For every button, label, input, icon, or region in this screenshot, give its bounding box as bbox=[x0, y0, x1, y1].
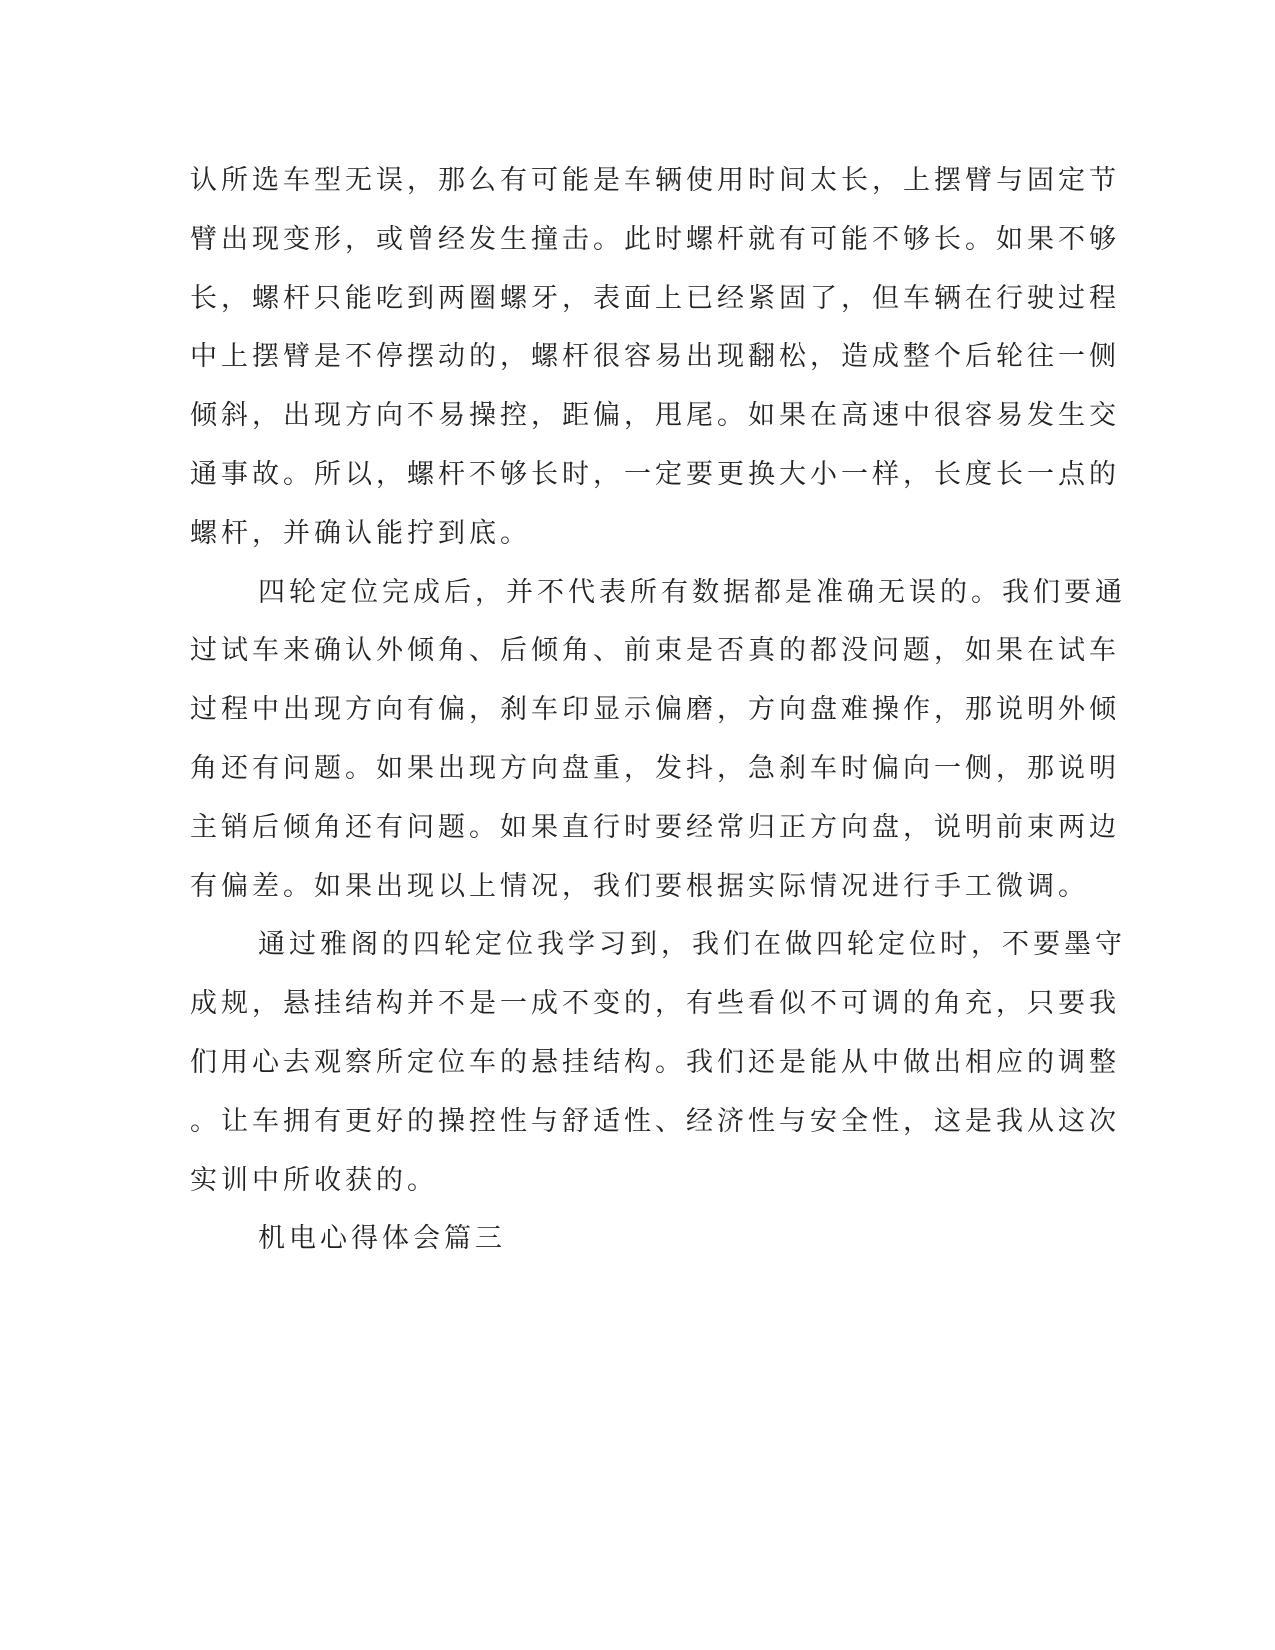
text-line: 角还有问题。如果出现方向盘重，发抖，急刹车时偏向一侧，那说明 bbox=[190, 752, 1120, 784]
text-line: 臂出现变形，或曾经发生撞击。此时螺杆就有可能不够长。如果不够 bbox=[190, 223, 1120, 255]
text-line: 实训中所收获的。 bbox=[190, 1164, 438, 1196]
section-heading: 机电心得体会篇三 bbox=[258, 1223, 506, 1255]
text-line: 中上摆臂是不停摆动的，螺杆很容易出现翻松，造成整个后轮往一侧 bbox=[190, 341, 1120, 373]
text-line: 认所选车型无误，那么有可能是车辆使用时间太长，上摆臂与固定节 bbox=[190, 165, 1120, 196]
text-line: 长，螺杆只能吃到两圈螺牙，表面上已经紧固了，但车辆在行驶过程 bbox=[190, 282, 1120, 314]
paragraph-start-line: 通过雅阁的四轮定位我学习到，我们在做四轮定位时，不要墨守 bbox=[258, 929, 1126, 961]
paragraph-start-line: 四轮定位完成后，并不代表所有数据都是准确无误的。我们要通 bbox=[258, 576, 1126, 608]
body-text bbox=[190, 152, 1126, 1269]
text-line: 倾斜，出现方向不易操控，距偏，甩尾。如果在高速中很容易发生交 bbox=[190, 400, 1120, 432]
text-line: 主销后倾角还有问题。如果直行时要经常归正方向盘，说明前束两边 bbox=[190, 811, 1120, 843]
text-line: 有偏差。如果出现以上情况，我们要根据实际情况进行手工微调。 bbox=[190, 870, 1089, 902]
text-line: 成规，悬挂结构并不是一成不变的，有些看似不可调的角充，只要我 bbox=[190, 988, 1120, 1020]
text-line: 过程中出现方向有偏，刹车印显示偏磨，方向盘难操作，那说明外倾 bbox=[190, 694, 1120, 726]
text-line: 通事故。所以，螺杆不够长时，一定要更换大小一样，长度长一点的 bbox=[190, 458, 1120, 490]
text-line: 。让车拥有更好的操控性与舒适性、经济性与安全性，这是我从这次 bbox=[190, 1105, 1120, 1137]
text-line: 螺杆，并确认能拧到底。 bbox=[190, 517, 531, 549]
text-line: 过试车来确认外倾角、后倾角、前束是否真的都没问题，如果在试车 bbox=[190, 635, 1120, 667]
text-line: 们用心去观察所定位车的悬挂结构。我们还是能从中做出相应的调整 bbox=[190, 1046, 1120, 1078]
